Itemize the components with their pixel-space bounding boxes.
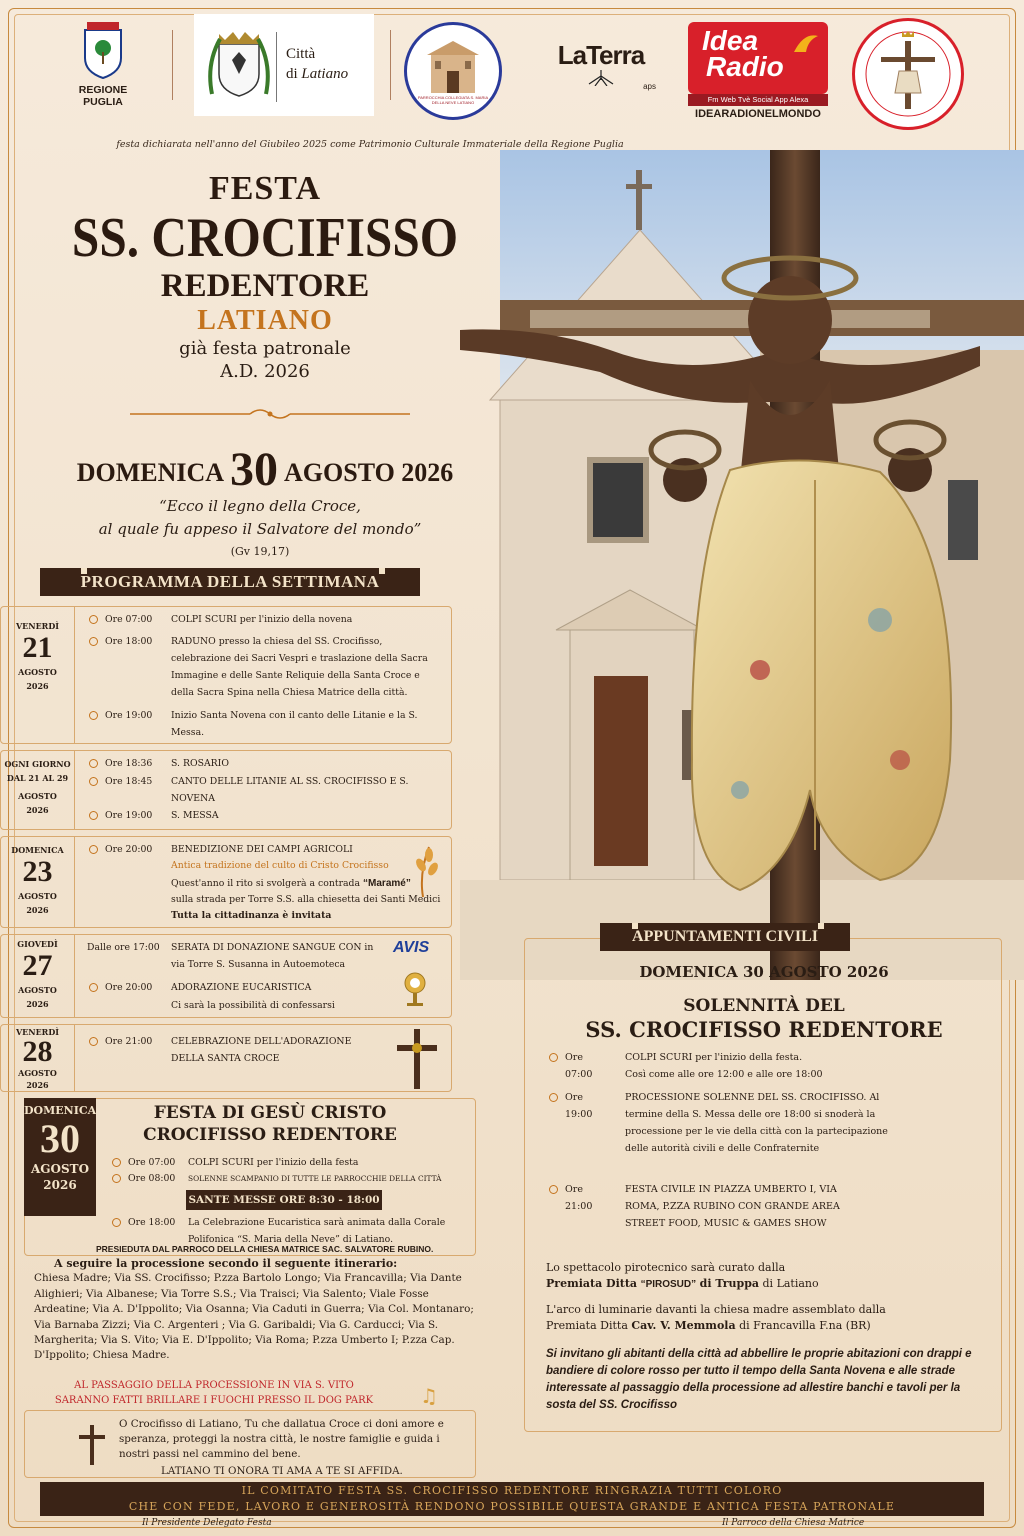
clock-icon [89, 759, 98, 768]
pirotecnico-line1: Lo spettacolo pirotecnico sarà curato dalla [546, 1261, 786, 1274]
luminarie-line1: L'arco di luminarie davanti la chiesa madre assemblato dalla [546, 1303, 886, 1316]
event-time: Ore 20:00 [105, 982, 153, 993]
day-cell [1, 837, 75, 927]
main-date-day: DOMENICA [76, 458, 225, 487]
event-extra: sulla strada per Torre S.S. alla chiesetta dei Santi Medici [171, 894, 441, 905]
event-time: Ore 18:00 [128, 1217, 176, 1228]
event-text: COLPI SCURI per l'inizio della novena [171, 614, 353, 625]
sunday-30-daycell [24, 1098, 96, 1216]
luminarie-place: di Francavilla F.na (BR) [739, 1319, 871, 1332]
event-text: COLPI SCURI per l'inizio della festa [188, 1157, 359, 1168]
roots-icon [571, 70, 631, 86]
sign-parroco: Il Parroco della Chiesa Matrice [722, 1518, 865, 1528]
crucifix-church-photo [460, 150, 1024, 980]
itinerario-intro: A seguire la processione secondo il seguente itinerario: [54, 1257, 398, 1270]
day-month: AGOSTO [18, 791, 57, 801]
luminarie-ditta: Premiata Ditta [546, 1319, 628, 1332]
parrocchia-logo [404, 22, 502, 120]
prayer-box [24, 1410, 476, 1478]
day-year: 2026 [26, 805, 49, 815]
main-date [30, 442, 500, 497]
footer-banner [40, 1482, 984, 1516]
pirotecnico-ditta: Premiata Ditta [546, 1277, 638, 1290]
fuochi-line1: AL PASSAGGIO DELLA PROCESSIONE IN VIA S. VITO [74, 1379, 354, 1391]
day-year: 2026 [43, 1178, 77, 1192]
luminarie-note [546, 1302, 996, 1334]
title-latiano: LATIANO [197, 305, 333, 336]
civili-solennita: SOLENNITÀ DEL [683, 996, 845, 1016]
event-text: La Celebrazione Eucaristica sarà animata dalla Corale Polifonica “S. Maria della Neve” di Latiano. [188, 1217, 446, 1245]
clock-icon [89, 845, 98, 854]
latiano-crest-icon [204, 24, 274, 104]
event-text: ADORAZIONE EUCARISTICA [171, 982, 312, 993]
pirotecnico-place: di Latiano [762, 1277, 819, 1290]
civili-date: DOMENICA 30 AGOSTO 2026 [639, 963, 889, 981]
clock-icon [112, 1218, 121, 1227]
citta-di: di [286, 66, 298, 82]
title-year: A.D. 2026 [220, 361, 310, 382]
radio-word: Radio [706, 51, 784, 82]
day-month: AGOSTO [18, 985, 57, 995]
cross-icon [393, 1027, 441, 1091]
day-cell [1, 1025, 75, 1091]
title-gia-festa: già festa patronale [179, 338, 351, 359]
sunday-title-2: CROCIFISSO REDENTORE [143, 1125, 397, 1145]
title-crocifisso: SS. CROCIFISSO [71, 207, 459, 269]
idea-site: IDEARADIONELMONDO [695, 108, 821, 120]
event-text: RADUNO presso la chiesa del SS. Crocifisso, celebrazione dei Sacri Vespri e traslazione della Sacra Immagine e delle Sante Reliquie della Santa Croce e della Sacra Spina nella Chiesa Matrice della città. [171, 636, 428, 698]
clock-icon [89, 615, 98, 624]
day-number: 21 [22, 631, 53, 664]
laterra-aps: aps [643, 82, 656, 91]
event-time: Ore 18:00 [105, 636, 153, 647]
day-year: 2026 [26, 681, 49, 691]
event-invite: Tutta la cittadinanza è invitata [171, 910, 332, 921]
day-number: 27 [22, 949, 53, 982]
day-row-23 [0, 836, 452, 928]
avis-logo: AVIS [393, 939, 430, 956]
footer-line1: IL COMITATO FESTA SS. CROCIFISSO REDENTORE RINGRAZIA TUTTI COLORO [241, 1484, 783, 1497]
quote-line2: al quale fu appeso il Salvatore del mondo” [98, 520, 422, 538]
clock-icon [112, 1174, 121, 1183]
day-year: 2026 [26, 999, 49, 1009]
clock-icon [89, 777, 98, 786]
day-cell [1, 607, 75, 743]
event-text: S. MESSA [171, 810, 219, 821]
event-text: SOLENNE SCAMPANIO DI TUTTE LE PARROCCHIE DELLA CITTÀ [188, 1174, 442, 1183]
main-date-month: AGOSTO 2026 [284, 458, 454, 487]
fuochi-line2: SARANNO FATTI BRILLARE I FUOCHI PRESSO IL DOG PARK [54, 1395, 374, 1407]
clock-icon [549, 1093, 558, 1102]
citta-word: Città [286, 46, 316, 62]
sunday-title-1: FESTA DI GESÙ CRISTO [153, 1103, 387, 1123]
regione-crest-icon [81, 16, 125, 80]
day-cell [1, 935, 75, 1017]
contrada-name: “Maramé” [363, 878, 411, 889]
clock-icon [89, 811, 98, 820]
clock-icon [89, 637, 98, 646]
small-cross-icon [77, 1423, 107, 1467]
clock-icon [112, 1158, 121, 1167]
title-block [30, 170, 500, 384]
event-time: Ore 07:00 [128, 1157, 176, 1168]
sunday-title [100, 1102, 440, 1146]
itinerario-text: Chiesa Madre; Via SS. Crocifisso; P.zza Bartolo Longo; Via Francavilla; Via Dante Alighieri; Via Albanese; Via Torre S.S.; Via Traisci; Via Salento; Viale Fosse Ardeatine; Via A. D'Ippolito; Via Osanna; Via Caduti in Guerra; Via Col. Montanaro; Via Barnaba Zizzi; Via C. Argenteri ; Via G. Garibaldi; Via G. Carducci; Via S. Margherita; Via S. Vito; Via E. D'Ippolito; Via Roma; P.zza Umberto I; P.zza Cap. D'Ippolito; Chiesa Madre. [34, 1272, 474, 1362]
main-date-num: 30 [230, 443, 279, 496]
prayer-end: LATIANO TI ONORA TI AMA A TE SI AFFIDA. [161, 1465, 403, 1477]
quote-ref: (Gv 19,17) [230, 545, 290, 558]
logo-divider [390, 30, 391, 100]
event-time: Ore 07:00 [105, 614, 153, 625]
title-redentore: REDENTORE [160, 268, 370, 304]
gospel-quote [40, 495, 480, 541]
comitato-seal [852, 18, 964, 130]
programma-banner: PROGRAMMA DELLA SETTIMANA [40, 568, 420, 596]
day-row-21 [0, 606, 452, 744]
event-subtitle: Ci sarà la possibilità di confessarsi [171, 1000, 335, 1011]
invito-note: Si invitano gli abitanti della città ad abbellire le proprie abitazioni con drappi e bandiere di colore rosso per tutto il tempo della Santa Novena e alle strade interessate al passaggio della processione ad allestire banchi e tavoli per la sosta del SS. Crocifisso [546, 1348, 972, 1411]
day-range: DAL 21 AL 29 [6, 773, 69, 783]
sign-presidente: Il Presidente Delegato Festa [142, 1518, 272, 1528]
bird-icon [790, 30, 820, 60]
event-time: Ore 21:00 [105, 1036, 153, 1047]
event-text: COLPI SCURI per l'inizio della festa. Così come alle ore 12:00 e alle ore 18:00 [625, 1052, 823, 1080]
clock-icon [89, 983, 98, 992]
clock-icon [549, 1185, 558, 1194]
day-number: 23 [22, 855, 53, 888]
day-row-ogni-giorno [0, 750, 452, 830]
day-cell [1, 751, 75, 829]
day-name: DOMENICA [11, 845, 64, 855]
idea-strip: Fm Web Tvè Social App Alexa [688, 94, 828, 106]
monstrance-icon [401, 971, 429, 1007]
day-name: OGNI GIORNO [4, 759, 71, 769]
idea-word: Idea [702, 25, 759, 56]
sante-messe-banner: SANTE MESSE ORE 8:30 - 18:00 [186, 1190, 382, 1210]
civili-title: SS. CROCIFISSO REDENTORE [585, 1017, 943, 1042]
event-time: Ore 21:00 [565, 1184, 593, 1212]
event-time: Ore 18:36 [105, 758, 153, 769]
event-time: Ore 19:00 [105, 810, 153, 821]
event-text: BENEDIZIONE DEI CAMPI AGRICOLI [171, 844, 353, 855]
laterra-logo [536, 40, 666, 100]
day-month: AGOSTO [18, 667, 57, 677]
clock-icon [89, 711, 98, 720]
day-name: GIOVEDÌ [17, 939, 58, 949]
day-year: 2026 [26, 1080, 49, 1090]
prayer-text: O Crocifisso di Latiano, Tu che dallatua Croce ci doni amore e speranza, proteggi la nostra città, le nostre famiglie e guida i nostri passi nel cammino del bene. [119, 1418, 444, 1460]
ornament-divider [130, 408, 410, 420]
day-month: AGOSTO [18, 1068, 57, 1078]
event-subtitle: Antica tradizione del culto di Cristo Crocifisso [171, 860, 389, 871]
day-year: 2026 [26, 905, 49, 915]
day-name: VENERDÌ [15, 1027, 60, 1037]
event-text: CELEBRAZIONE DELL'ADORAZIONE DELLA SANTA CROCE [171, 1036, 352, 1064]
day-row-27 [0, 934, 452, 1018]
day-number: 30 [40, 1116, 80, 1161]
day-month: AGOSTO [18, 891, 57, 901]
pirosud-name: “PIROSUD” [640, 1279, 697, 1290]
event-text: CANTO DELLE LITANIE AL SS. CROCIFISSO E S. NOVENA [171, 776, 409, 804]
citta-text [286, 44, 348, 84]
title-festa: FESTA [208, 170, 322, 207]
day-month: AGOSTO [30, 1162, 90, 1176]
itinerario [34, 1256, 474, 1409]
event-time: Ore 20:00 [105, 844, 153, 855]
day-number: 28 [22, 1035, 53, 1068]
quote-line1: “Ecco il legno della Croce, [159, 497, 361, 515]
event-text: S. ROSARIO [171, 758, 229, 769]
wheat-icon [401, 843, 445, 899]
idea-radio-badge [688, 22, 828, 94]
pirotecnico-truppa: di Truppa [699, 1277, 760, 1290]
pirotecnico-note [546, 1260, 996, 1293]
event-time: Ore 18:45 [105, 776, 153, 787]
laterra-text: LaTerra [557, 40, 645, 70]
luminarie-name: Cav. V. Memmola [631, 1319, 736, 1332]
regione-label: REGIONE PUGLIA [78, 84, 128, 108]
idea-radio-logo [688, 22, 828, 124]
logo-inner-divider [276, 32, 277, 102]
music-note-icon: ♫ [420, 1384, 438, 1408]
day-name: DOMENICA [24, 1104, 97, 1117]
event-text: Inizio Santa Novena con il canto delle Litanie e la S. Messa. [171, 710, 418, 738]
event-time: Ore 19:00 [105, 710, 153, 721]
regione-puglia-logo [72, 16, 134, 124]
event-time: Ore 08:00 [128, 1173, 176, 1184]
tagline: festa dichiarata nell'anno del Giubileo 2025 come Patrimonio Culturale Immateriale della Regione Puglia [116, 139, 624, 150]
presieduta-note: PRESIEDUTA DAL PARROCO DELLA CHIESA MATRICE SAC. SALVATORE RUBINO. [96, 1244, 434, 1254]
day-row-28 [0, 1024, 452, 1092]
clock-icon [549, 1053, 558, 1062]
event-extra-text: Quest'anno il rito si svolgerà a contrada [171, 878, 361, 889]
civili-banner: APPUNTAMENTI CIVILI [600, 923, 850, 951]
event-time: Ore 07:00 [565, 1052, 593, 1080]
citta-latiano-logo [194, 14, 374, 116]
logo-divider [172, 30, 173, 100]
parrocchia-text: PARROCCHIA COLLEGIATA S. MARIA DELLA NEVE LATIANO [417, 95, 489, 105]
event-text: PROCESSIONE SOLENNE DEL SS. CROCIFISSO. Al termine della S. Messa delle ore 18:00 si snoderà la processione per le vie della città con la partecipazione delle autorità civili e delle Confraternite [625, 1092, 888, 1154]
clock-icon [89, 1037, 98, 1046]
event-text: SERATA DI DONAZIONE SANGUE CON in via Torre S. Susanna in Autoemoteca [171, 942, 374, 970]
crucifix-seal-icon [855, 21, 961, 127]
event-extra [171, 875, 411, 892]
citta-name: Latiano [301, 66, 349, 82]
event-time: Ore 19:00 [565, 1092, 593, 1120]
day-name: VENERDÌ [15, 621, 60, 631]
event-text: FESTA CIVILE IN PIAZZA UMBERTO I, VIA ROMA, P.ZZA RUBINO CON GRANDE AREA STREET FOOD, MUSIC & GAMES SHOW [625, 1184, 840, 1229]
footer-line2: CHE CON FEDE, LAVORO E GENEROSITÀ RENDONO POSSIBILE QUESTA GRANDE E ANTICA FESTA PATRONALE [128, 1500, 896, 1513]
event-time: Dalle ore 17:00 [87, 942, 160, 953]
